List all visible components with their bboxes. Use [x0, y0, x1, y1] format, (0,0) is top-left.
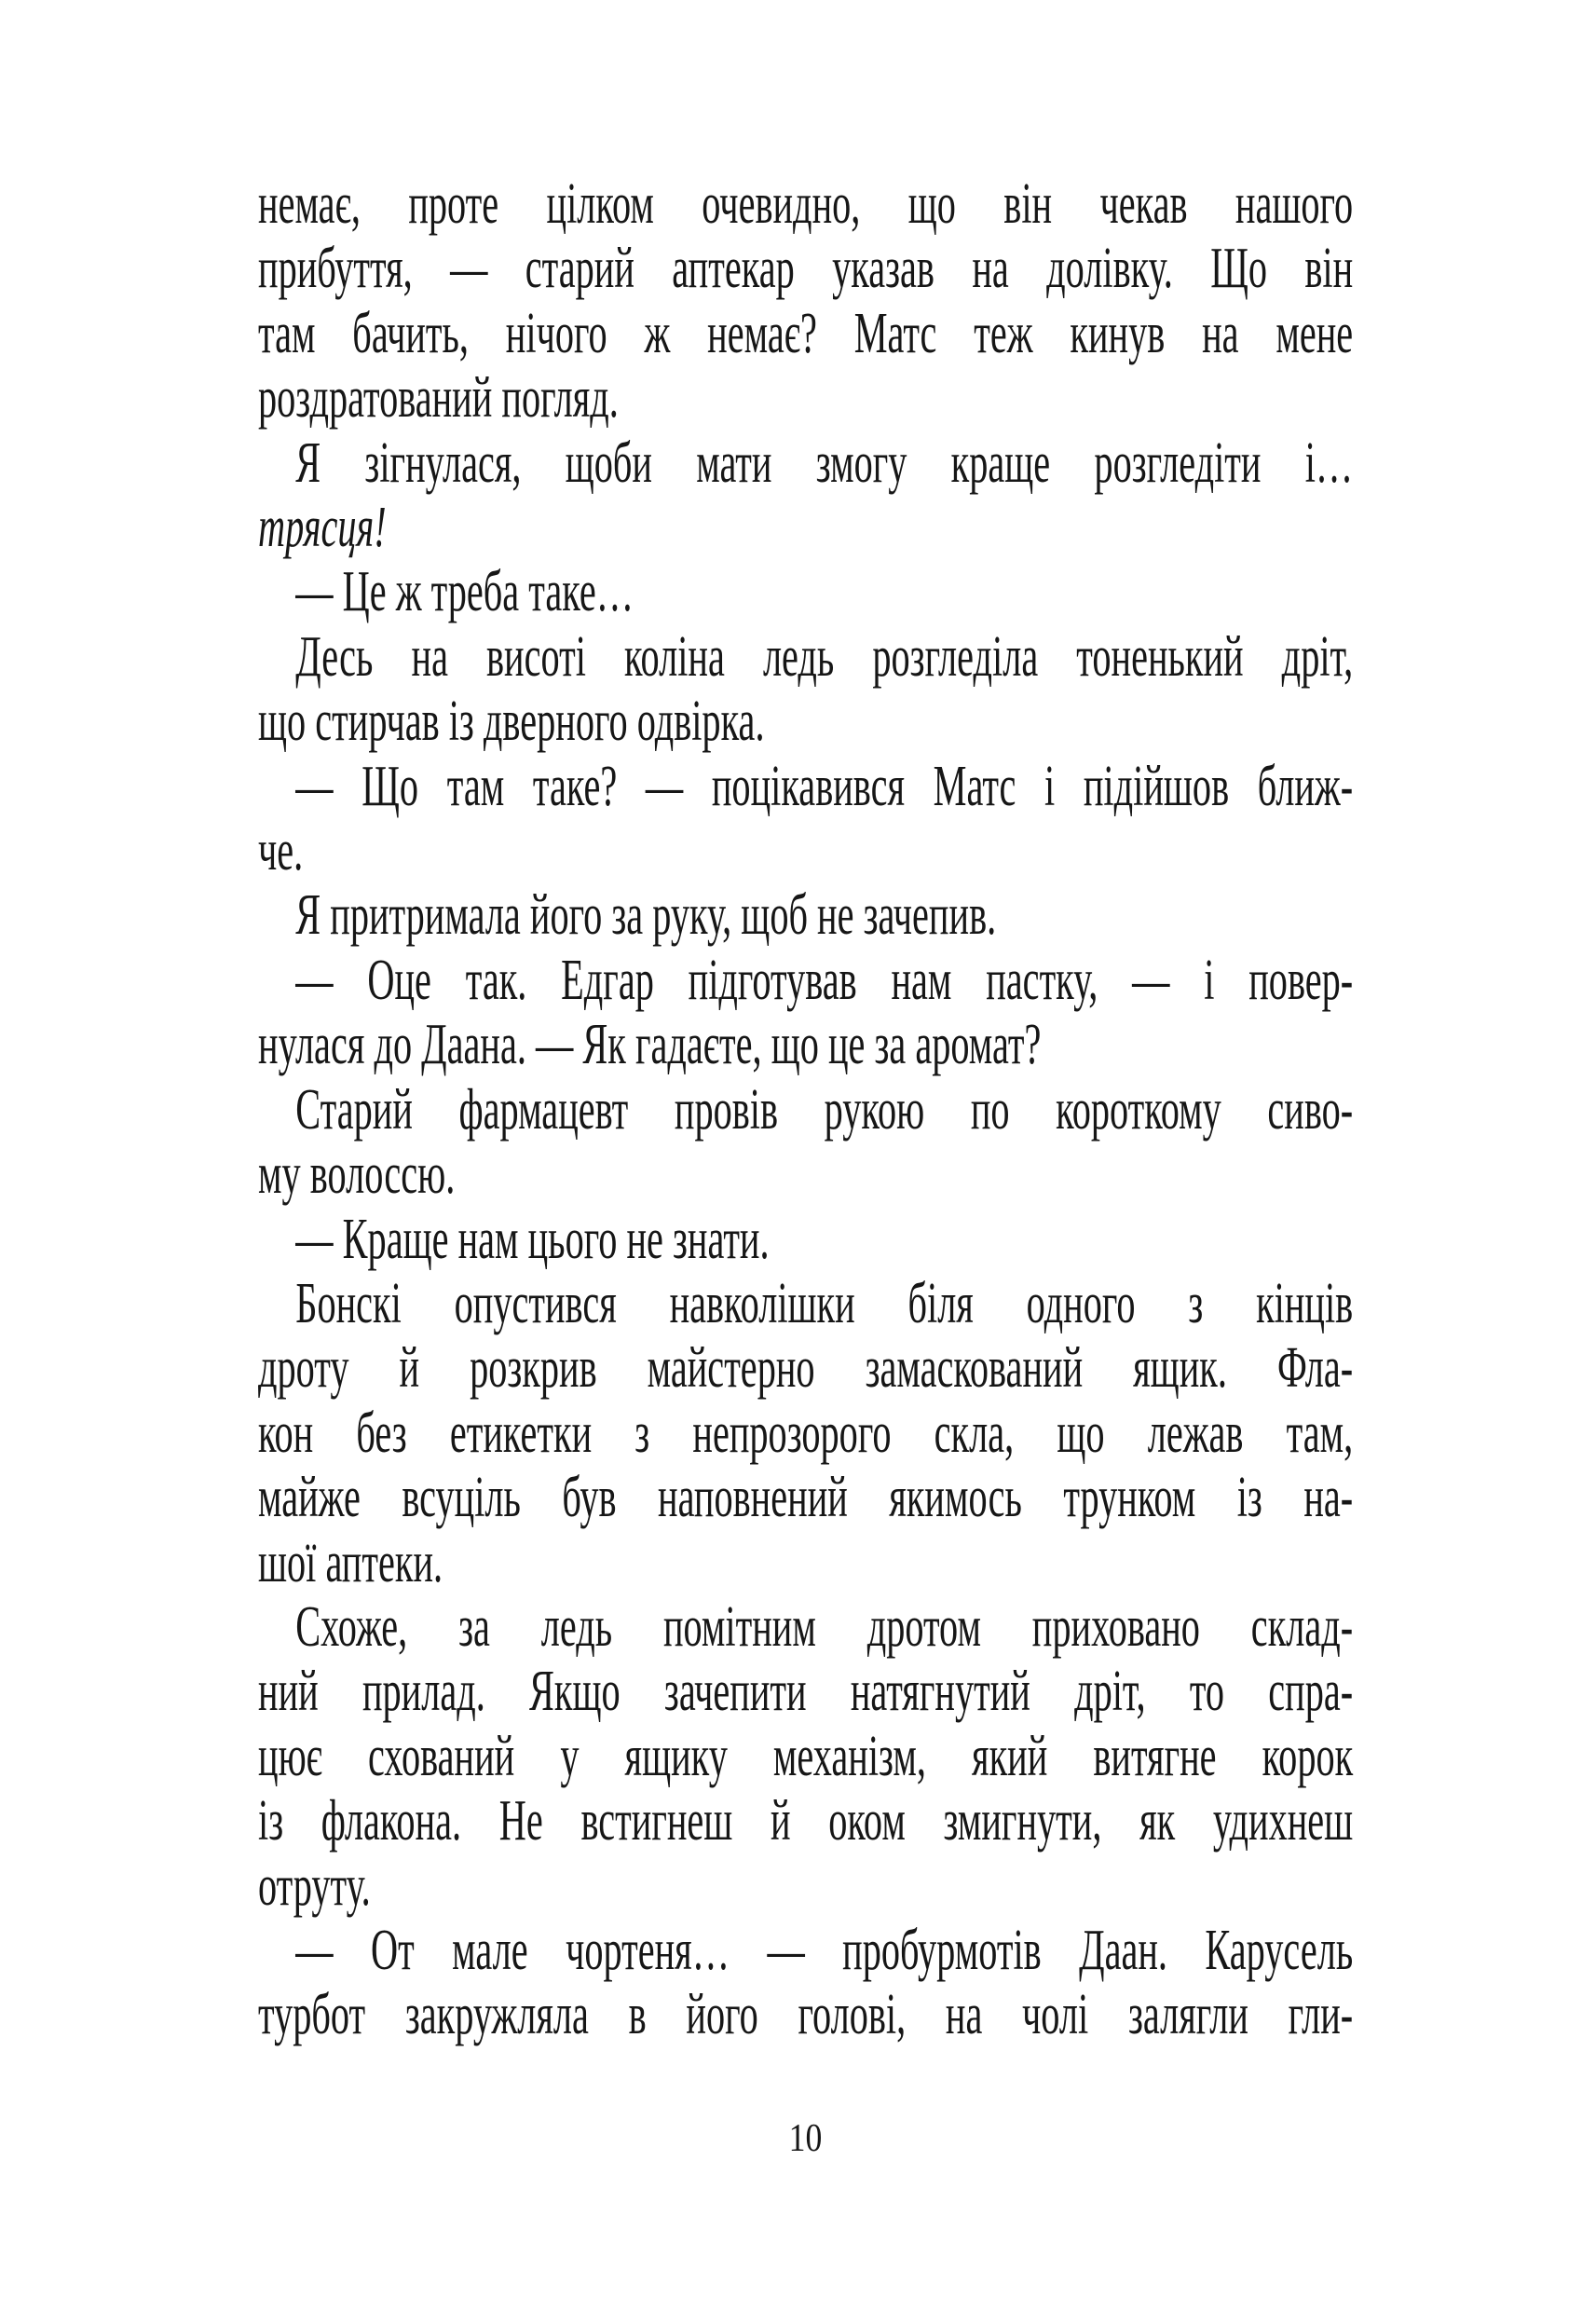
- text-line: там бачить, нічого ж немає? Матс теж кинув на мене: [258, 301, 1354, 365]
- text-line: — Що там таке? — поцікавився Матс і підійшов ближ-: [295, 754, 1354, 818]
- text-line: ний прилад. Якщо зачепити натягнутий дріт, то спра-: [258, 1660, 1354, 1724]
- body-text: [258, 172, 1353, 2048]
- text-line: Бонскі опустився навколішки біля одного з кінців: [295, 1271, 1354, 1335]
- text-line: че.: [258, 819, 304, 883]
- text-line: дроту й розкрив майстерно замаскований ящик. Фла-: [258, 1336, 1354, 1401]
- text-line: Десь на висоті коліна ледь розгледіла тоненький дріт,: [295, 624, 1354, 689]
- text-line: цює схований у ящику механізм, який витягне корок: [258, 1724, 1354, 1788]
- text-line: майже всуціль був наповнений якимось трунком із на-: [258, 1466, 1354, 1530]
- text-line: немає, проте цілком очевидно, що він чекав нашого: [258, 172, 1354, 236]
- text-line: роздратований погляд.: [258, 366, 619, 431]
- text-line: — Краще нам цього не знати.: [295, 1207, 770, 1271]
- text-line: — Це ж треба таке…: [295, 560, 634, 624]
- text-line: Я зігнулася, щоби мати змогу краще розгледіти і…: [295, 431, 1354, 495]
- text-line: Я притримала його за руку, щоб не зачепив.: [295, 883, 997, 948]
- text-line: Схоже, за ледь помітним дротом приховано склад-: [295, 1594, 1354, 1659]
- text-line: — Оце так. Едгар підготував нам пастку, — і повер-: [295, 948, 1354, 1012]
- text-line: Старий фармацевт провів рукою по короткому сиво-: [295, 1077, 1354, 1142]
- page-number: 10: [788, 2117, 823, 2160]
- text-line: прибуття, — старий аптекар указав на долівку. Що він: [258, 237, 1354, 301]
- text-line: нулася до Даана. — Як гадаєте, що це за аромат?: [258, 1013, 1042, 1077]
- text-line: турбот закружляла в його голові, на чолі залягли гли-: [258, 1983, 1354, 2047]
- text-line: трясця!: [258, 496, 387, 560]
- text-line: отруту.: [258, 1853, 371, 1918]
- text-line: шої аптеки.: [258, 1530, 443, 1594]
- text-line: му волоссю.: [258, 1142, 456, 1207]
- text-line: що стирчав із дверного одвірка.: [258, 690, 765, 754]
- text-line: — От мале чортеня… — пробурмотів Даан. Карусель: [295, 1918, 1354, 1982]
- text-line: кон без етикетки з непрозорого скла, що лежав там,: [258, 1401, 1354, 1465]
- text-line: із флакона. Не встигнеш й оком змигнути, як удихнеш: [258, 1789, 1354, 1853]
